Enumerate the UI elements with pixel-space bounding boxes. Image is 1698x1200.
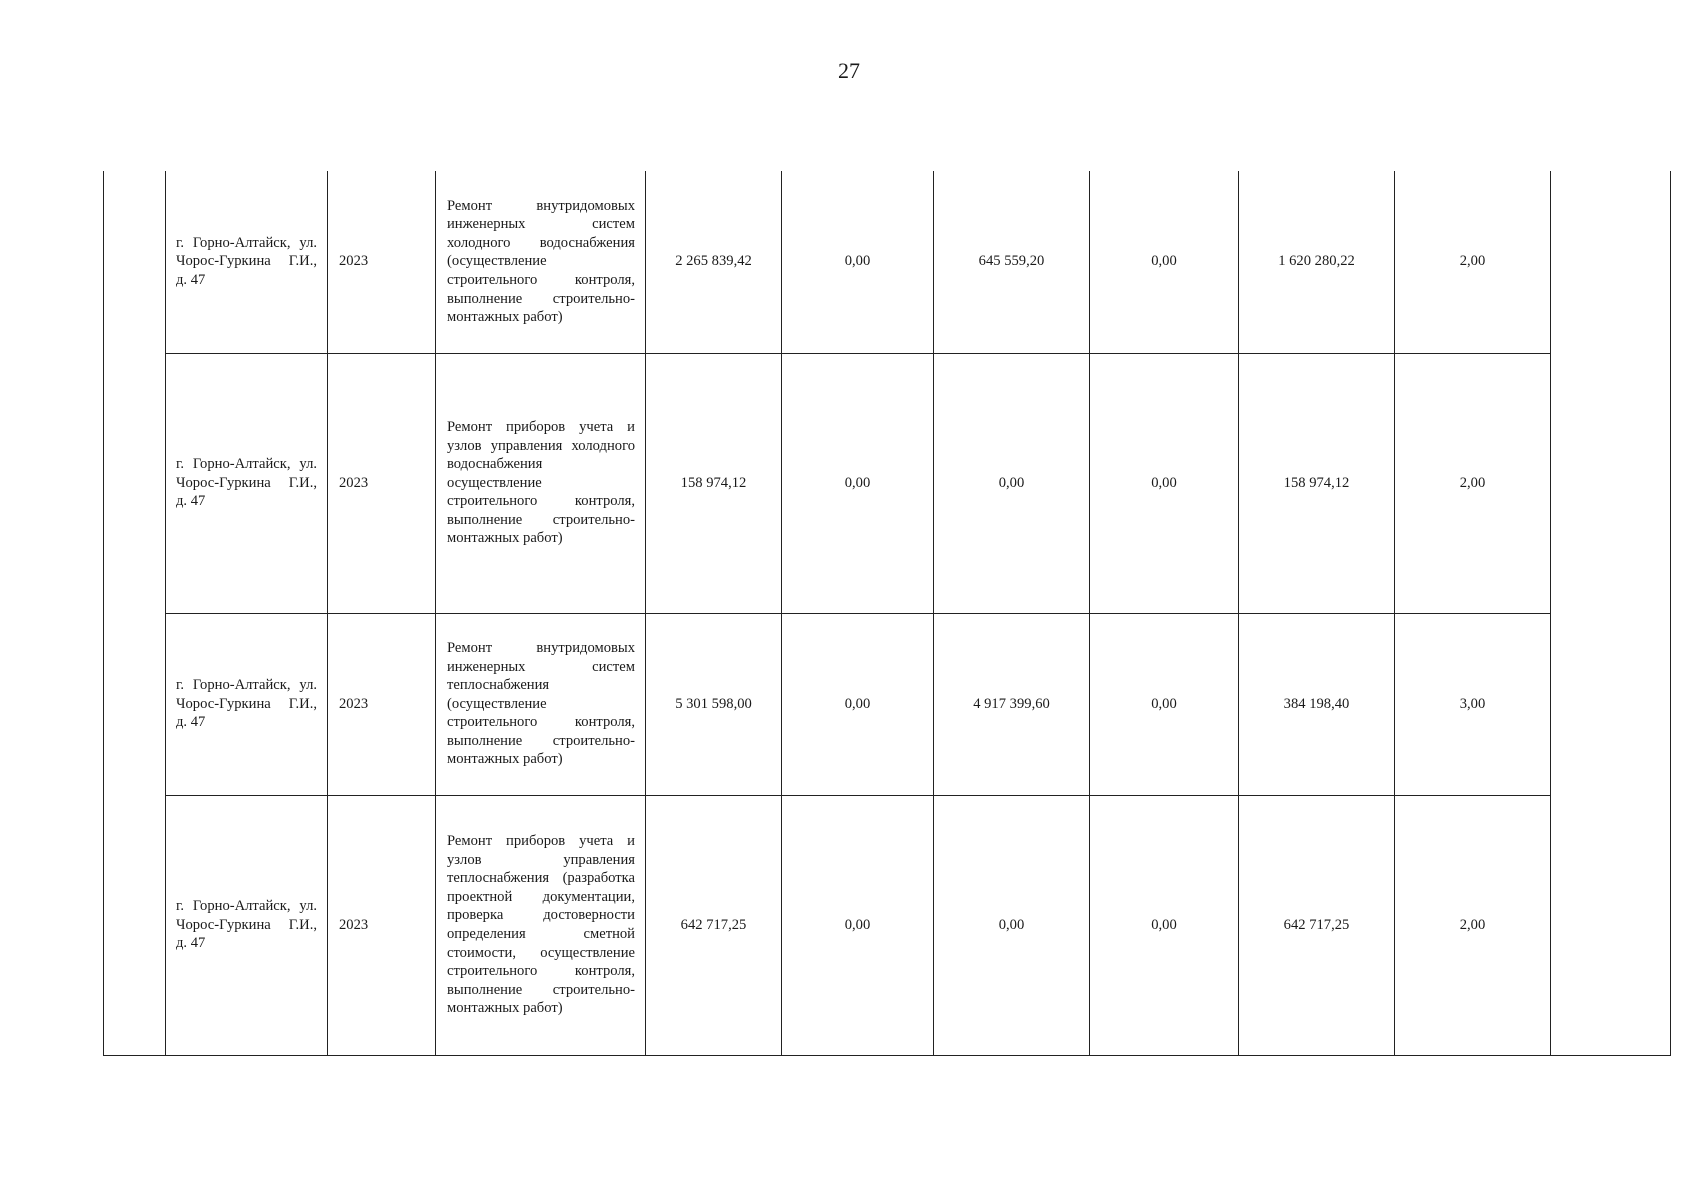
work-description-cell: Ремонт приборов учета и узлов управления холодного водоснабжения осуществление строительного контроля, выполнение строительно-монтажных работ) <box>436 353 646 613</box>
value-cell-5: 3,00 <box>1395 613 1551 795</box>
page-number: 27 <box>838 58 860 83</box>
value-cell-1: 0,00 <box>782 613 934 795</box>
total-cost-cell: 642 717,25 <box>646 795 782 1055</box>
address-cell: г. Горно-Алтайск, ул. Чорос-Гуркина Г.И., д. 47 <box>166 613 328 795</box>
work-description-cell: Ремонт внутридомовых инженерных систем холодного водоснабжения (осуществление строительного контроля, выполнение строительно-монтажных работ) <box>436 171 646 353</box>
value-cell-4: 158 974,12 <box>1239 353 1395 613</box>
total-cost-cell: 2 265 839,42 <box>646 171 782 353</box>
table-row <box>104 353 1671 613</box>
value-cell-5: 2,00 <box>1395 795 1551 1055</box>
year-cell: 2023 <box>328 613 436 795</box>
value-cell-5: 2,00 <box>1395 171 1551 353</box>
year-cell: 2023 <box>328 353 436 613</box>
value-cell-2: 645 559,20 <box>934 171 1090 353</box>
value-cell-4: 1 620 280,22 <box>1239 171 1395 353</box>
value-cell-3: 0,00 <box>1090 171 1239 353</box>
address-cell: г. Горно-Алтайск, ул. Чорос-Гуркина Г.И., д. 47 <box>166 171 328 353</box>
value-cell-1: 0,00 <box>782 171 934 353</box>
address-cell: г. Горно-Алтайск, ул. Чорос-Гуркина Г.И., д. 47 <box>166 353 328 613</box>
total-cost-cell: 158 974,12 <box>646 353 782 613</box>
value-cell-1: 0,00 <box>782 353 934 613</box>
empty-cell <box>104 171 166 353</box>
table-row <box>104 795 1671 1055</box>
empty-cell <box>104 353 166 613</box>
value-cell-3: 0,00 <box>1090 795 1239 1055</box>
repair-program-table <box>103 171 1671 1056</box>
value-cell-2: 0,00 <box>934 795 1090 1055</box>
value-cell-5: 2,00 <box>1395 353 1551 613</box>
address-cell: г. Горно-Алтайск, ул. Чорос-Гуркина Г.И., д. 47 <box>166 795 328 1055</box>
work-description-cell: Ремонт внутридомовых инженерных систем теплоснабжения (осуществление строительного контроля, выполнение строительно-монтажных работ) <box>436 613 646 795</box>
table-row <box>104 171 1671 353</box>
value-cell-2: 0,00 <box>934 353 1090 613</box>
year-cell: 2023 <box>328 795 436 1055</box>
value-cell-4: 384 198,40 <box>1239 613 1395 795</box>
total-cost-cell: 5 301 598,00 <box>646 613 782 795</box>
value-cell-4: 642 717,25 <box>1239 795 1395 1055</box>
work-description-cell: Ремонт приборов учета и узлов управления теплоснабжения (разработка проектной документации, проверка достоверности определения сметной стоимости, осуществление строительного контроля, выполнение строительно-монтажных работ) <box>436 795 646 1055</box>
empty-cell <box>1551 353 1671 613</box>
value-cell-2: 4 917 399,60 <box>934 613 1090 795</box>
value-cell-1: 0,00 <box>782 795 934 1055</box>
empty-cell <box>104 795 166 1055</box>
empty-cell <box>1551 795 1671 1055</box>
table-row <box>104 613 1671 795</box>
value-cell-3: 0,00 <box>1090 613 1239 795</box>
empty-cell <box>1551 613 1671 795</box>
value-cell-3: 0,00 <box>1090 353 1239 613</box>
empty-cell <box>1551 171 1671 353</box>
year-cell: 2023 <box>328 171 436 353</box>
empty-cell <box>104 613 166 795</box>
